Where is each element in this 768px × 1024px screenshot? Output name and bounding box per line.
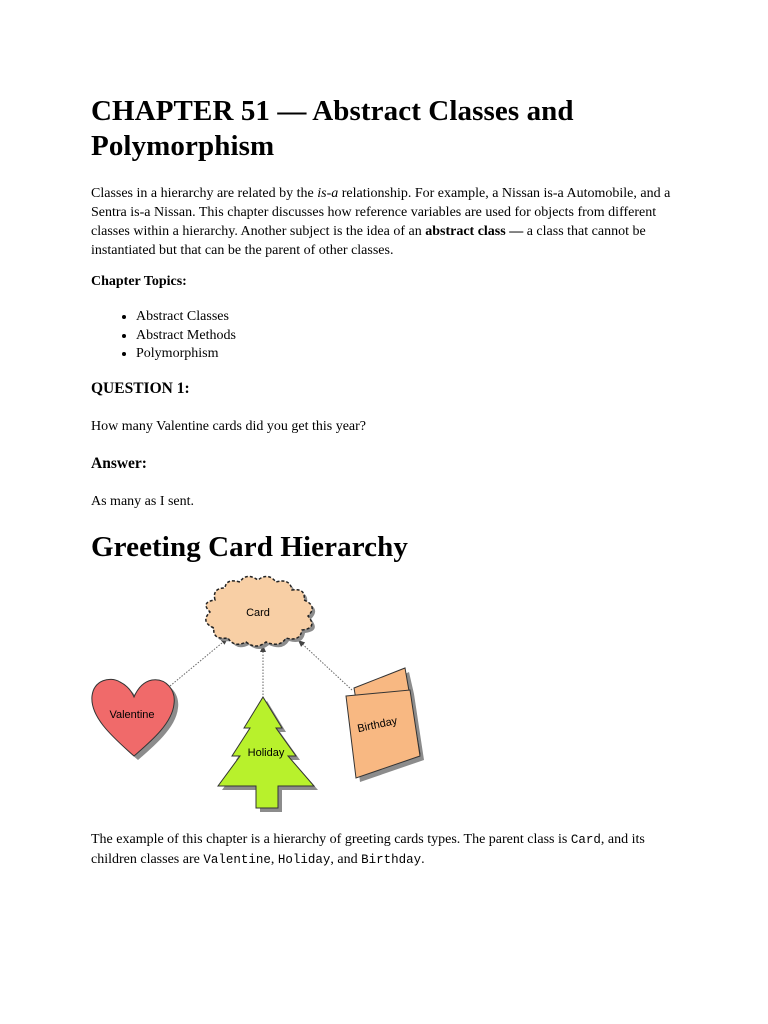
topic-item: • Abstract Classes — [136, 308, 236, 327]
intro-abstract-class: abstract class — — [425, 224, 524, 239]
intro-text-3: a class that cannot be instantiated but that can be the parent of other classes. — [91, 224, 646, 258]
answer-heading: Answer: — [91, 455, 147, 472]
caption-text-2: , and its children classes are — [91, 832, 645, 867]
arrow-valentine-to-card — [170, 638, 228, 686]
card-label: Card — [246, 607, 270, 619]
caption-text-1: The example of this chapter is a hierarchy of greeting cards types. The parent class is — [91, 832, 571, 847]
question-heading: QUESTION 1: — [91, 380, 190, 397]
intro-text-2: relationship. For example, a Nissan is-a Automobile, and a Sentra is-a Nissan. This chapter discusses how reference variables are used for objects from different classes within a hierarchy. Another subject is the idea of an — [91, 186, 671, 239]
question-text: How many Valentine cards did you get this year? — [91, 419, 367, 434]
arrow-birthday-to-card — [298, 640, 352, 690]
holiday-label: Holiday — [247, 747, 285, 759]
valentine-label: Valentine — [109, 709, 155, 721]
intro-isa: is-a — [317, 186, 339, 201]
answer-text: As many as I sent. — [91, 494, 195, 509]
holiday-tree — [218, 697, 318, 812]
caption-text-5: . — [421, 852, 425, 867]
valentine-heart — [92, 679, 178, 760]
chapter-title: CHAPTER 51 — Abstract Classes and Polymorphism — [91, 95, 574, 162]
section-title: Greeting Card Hierarchy — [91, 531, 408, 563]
topic-item: • Abstract Methods — [136, 327, 236, 346]
topics-heading: Chapter Topics: — [91, 274, 187, 289]
code-valentine: Valentine — [203, 853, 271, 867]
intro-text-1: Classes in a hierarchy are related by the — [91, 186, 318, 201]
code-card: Card — [570, 833, 601, 847]
code-birthday: Birthday — [361, 853, 422, 867]
birthday-card — [346, 668, 424, 782]
caption-text-3: , — [270, 852, 278, 867]
code-holiday: Holiday — [277, 853, 331, 867]
topic-item: • Polymorphism — [136, 345, 236, 364]
caption-text-4: , and — [330, 852, 362, 867]
card-cloud — [206, 576, 315, 649]
birthday-label: Birthday — [356, 715, 399, 736]
